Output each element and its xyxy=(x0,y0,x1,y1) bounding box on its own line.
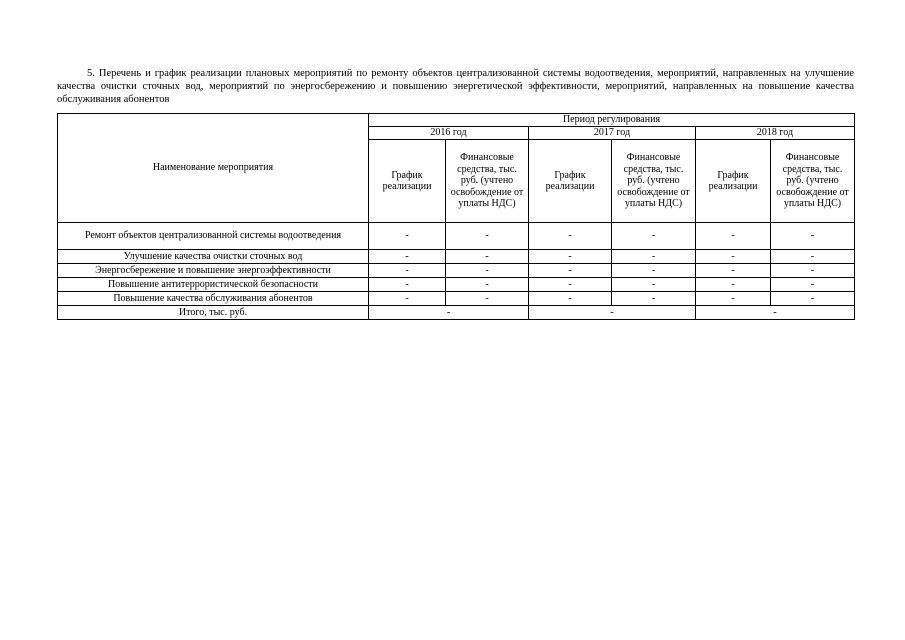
table-row xyxy=(58,264,855,278)
header-finance xyxy=(771,140,855,223)
row-cell: - xyxy=(446,250,529,264)
row-cell: - xyxy=(369,292,446,306)
row-cell: - xyxy=(771,264,855,278)
row-name: Повышение качества обслуживания абонентов xyxy=(58,292,369,306)
row-cell: - xyxy=(696,292,771,306)
row-name: Энергосбережение и повышение энергоэффективности xyxy=(58,264,369,278)
header-year-2017: 2017 год xyxy=(529,127,696,140)
row-cell: - xyxy=(529,223,612,250)
row-cell: - xyxy=(612,264,696,278)
row-cell: - xyxy=(529,264,612,278)
row-cell: - xyxy=(771,278,855,292)
header-finance xyxy=(446,140,529,223)
row-name: Ремонт объектов централизованной системы водоотведения xyxy=(58,223,369,250)
row-cell: - xyxy=(612,278,696,292)
row-name: Повышение антитеррористической безопасности xyxy=(58,278,369,292)
total-2017: - xyxy=(529,306,696,320)
row-cell: - xyxy=(446,264,529,278)
row-cell: - xyxy=(771,292,855,306)
row-cell: - xyxy=(446,278,529,292)
header-schedule: График реализации xyxy=(369,140,446,223)
table-row xyxy=(58,223,855,250)
header-schedule: График реализации xyxy=(696,140,771,223)
header-schedule: График реализации xyxy=(529,140,612,223)
header-year-2016: 2016 год xyxy=(369,127,529,140)
total-row xyxy=(58,306,855,320)
row-cell: - xyxy=(771,250,855,264)
row-cell: - xyxy=(369,223,446,250)
row-cell: - xyxy=(369,278,446,292)
row-cell: - xyxy=(612,250,696,264)
row-cell: - xyxy=(771,223,855,250)
row-cell: - xyxy=(696,278,771,292)
header-year-2018: 2018 год xyxy=(696,127,855,140)
header-finance-text: Финансовые средства, тыс. руб. (учтено освобождение от уплаты НДС) xyxy=(617,152,690,210)
row-cell: - xyxy=(612,292,696,306)
total-2016: - xyxy=(369,306,529,320)
row-cell: - xyxy=(529,292,612,306)
row-cell: - xyxy=(446,292,529,306)
header-finance xyxy=(612,140,696,223)
header-activity-name: Наименование мероприятия xyxy=(58,114,369,223)
row-cell: - xyxy=(446,223,529,250)
header-period: Период регулирования xyxy=(369,114,855,127)
row-cell: - xyxy=(369,264,446,278)
row-cell: - xyxy=(529,278,612,292)
row-cell: - xyxy=(612,223,696,250)
total-2018: - xyxy=(696,306,855,320)
row-cell: - xyxy=(696,264,771,278)
header-finance-text: Финансовые средства, тыс. руб. (учтено освобождение от уплаты НДС) xyxy=(776,152,849,210)
plan-table xyxy=(57,113,855,320)
row-cell: - xyxy=(529,250,612,264)
table-row xyxy=(58,250,855,264)
section-heading: 5. Перечень и график реализации плановых мероприятий по ремонту объектов централизованной системы водоотведения, мероприятий, направленных на улучшение качества очистки сточных вод, мероприятий по энергосбережению и повышению энергетической эффективности, мероприятий, направленных на повышение качества обслуживания абонентов xyxy=(57,67,854,105)
row-cell: - xyxy=(696,223,771,250)
total-label: Итого, тыс. руб. xyxy=(58,306,369,320)
table-row xyxy=(58,292,855,306)
header-finance-text: Финансовые средства, тыс. руб. (учтено освобождение от уплаты НДС) xyxy=(450,152,524,210)
row-cell: - xyxy=(696,250,771,264)
table-row xyxy=(58,278,855,292)
row-cell: - xyxy=(369,250,446,264)
row-name: Улучшение качества очистки сточных вод xyxy=(58,250,369,264)
